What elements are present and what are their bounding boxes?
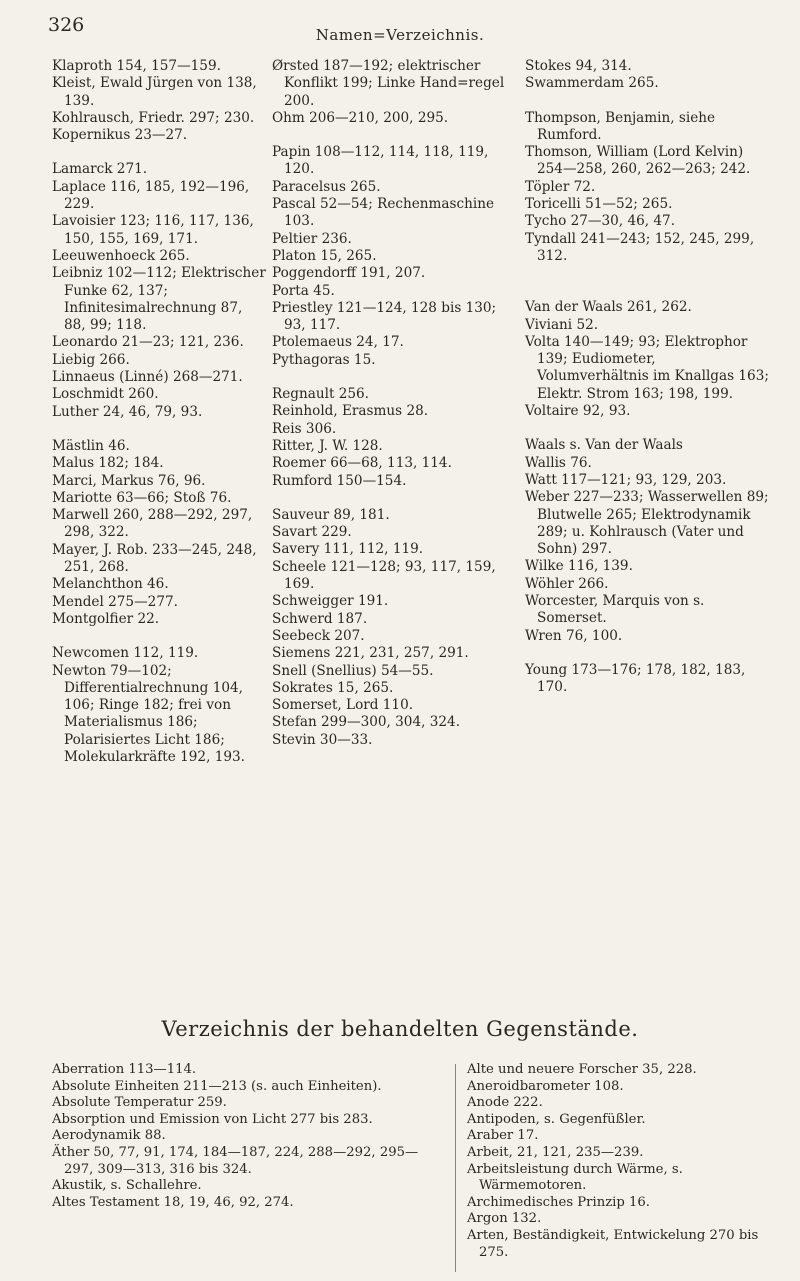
- group-gap: [525, 282, 770, 299]
- index-entry: Alte und neuere Forscher 35, 228.: [467, 1062, 697, 1077]
- names-column-2: [272, 58, 518, 749]
- index-entry: Äther 50, 77, 91, 174, 184—187, 224, 288—292, 295—297, 309—313, 316 bis 324.: [52, 1144, 419, 1177]
- index-entry: Ørsted 187—192; elektrischer Konflikt 199; Linke Hand=regel 200.: [272, 58, 505, 109]
- index-entry: Mendel 275—277.: [52, 593, 178, 610]
- group-gap: [272, 127, 518, 144]
- index-entry: Volta 140—149; 93; Elektrophor 139; Eudiometer, Volumverhältnis im Knallgas 163; Elektr. Strom 163; 198, 199.: [525, 333, 769, 402]
- index-entry: Arten, Beständigkeit, Entwickelung 270 bis 275.: [467, 1227, 759, 1260]
- index-entry: Regnault 256.: [272, 386, 369, 403]
- index-entry: Malus 182; 184.: [52, 455, 164, 472]
- index-entry: Pythagoras 15.: [272, 351, 376, 368]
- index-entry: Weber 227—233; Wasserwellen 89; Blutwelle 265; Elektrodynamik 289; u. Kohlrausch (Vater und Sohn) 297.: [525, 489, 769, 558]
- index-entry: Akustik, s. Schallehre.: [52, 1178, 202, 1194]
- index-entry: Luther 24, 46, 79, 93.: [52, 403, 203, 420]
- index-entry: Altes Testament 18, 19, 46, 92, 274.: [52, 1194, 294, 1210]
- index-entry: Wallis 76.: [525, 454, 592, 471]
- index-entry: Archimedisches Prinzip 16.: [467, 1194, 650, 1210]
- index-entry: Linnaeus (Linné) 268—271.: [52, 369, 243, 386]
- index-entry: Porta 45.: [272, 282, 335, 299]
- index-entry: Roemer 66—68, 113, 114.: [272, 455, 452, 472]
- index-entry: Priestley 121—124, 128 bis 130; 93, 117.: [272, 299, 497, 334]
- page-number: 326: [48, 14, 85, 36]
- index-entry: Savart 229.: [272, 524, 352, 541]
- index-entry: Swammerdam 265.: [525, 75, 659, 92]
- index-entry: Montgolfier 22.: [52, 610, 160, 627]
- index-entry: Toricelli 51—52; 265.: [525, 196, 673, 213]
- index-entry: Sauveur 89, 181.: [272, 506, 390, 523]
- index-entry: Poggendorff 191, 207.: [272, 265, 426, 282]
- index-entry: Antipoden, s. Gegenfüßler.: [467, 1111, 646, 1127]
- index-entry: Snell (Snellius) 54—55.: [272, 662, 434, 679]
- index-entry: Leibniz 102—112; Elektrischer Funke 62, 137; Infinitesimalrechnung 87, 88, 99; 118.: [52, 265, 266, 334]
- index-entry: Klaproth 154, 157—159.: [52, 58, 221, 74]
- index-entry: Mariotte 63—66; Stoß 76.: [52, 489, 232, 506]
- index-entry: Marwell 260, 288—292, 297, 298, 322.: [52, 507, 253, 541]
- index-entry: Viviani 52.: [525, 316, 599, 333]
- index-entry: Somerset, Lord 110.: [272, 697, 414, 714]
- index-entry: Loschmidt 260.: [52, 386, 159, 403]
- index-entry: Reinhold, Erasmus 28.: [272, 403, 429, 420]
- index-entry: Worcester, Marquis von s. Somerset.: [525, 593, 705, 627]
- index-entry: Lamarck 271.: [52, 161, 148, 178]
- index-entry: Stevin 30—33.: [272, 731, 373, 748]
- index-entry: Argon 132.: [467, 1211, 542, 1227]
- group-gap: [52, 628, 267, 645]
- index-entry: Siemens 221, 231, 257, 291.: [272, 645, 469, 662]
- index-entry: Sokrates 15, 265.: [272, 679, 394, 696]
- index-entry: Young 173—176; 178, 182, 183, 170.: [525, 661, 746, 696]
- index-entry: Paracelsus 265.: [272, 178, 381, 195]
- subjects-column-1: [52, 1062, 442, 1211]
- index-entry: Absorption und Emission von Licht 277 bis 283.: [52, 1111, 373, 1127]
- column-separator: [455, 1064, 456, 1272]
- index-entry: Melanchthon 46.: [52, 576, 169, 593]
- group-gap: [52, 421, 267, 438]
- index-entry: Tyndall 241—243; 152, 245, 299, 312.: [525, 230, 755, 264]
- index-entry: Kopernikus 23—27.: [52, 127, 188, 144]
- index-entry: Peltier 236.: [272, 230, 352, 247]
- index-entry: Schweigger 191.: [272, 593, 389, 610]
- names-column-1: [52, 58, 267, 766]
- index-entry: Watt 117—121; 93, 129, 203.: [525, 471, 727, 488]
- running-head: Namen=Verzeichnis.: [315, 26, 485, 44]
- subjects-column-2: [467, 1062, 777, 1261]
- subject-index-title: Verzeichnis der behandelten Gegenstände.: [161, 1017, 639, 1041]
- index-entry: Ritter, J. W. 128.: [272, 437, 383, 454]
- index-entry: Leeuwenhoeck 265.: [52, 247, 190, 264]
- group-gap: [272, 490, 518, 507]
- index-entry: Stokes 94, 314.: [525, 58, 632, 74]
- group-gap: [525, 645, 770, 662]
- index-entry: Liebig 266.: [52, 351, 130, 368]
- index-entry: Thompson, Benjamin, siehe Rumford.: [525, 109, 716, 143]
- index-entry: Stefan 299—300, 304, 324.: [272, 714, 461, 731]
- index-entry: Aneroidbarometer 108.: [467, 1078, 624, 1094]
- index-entry: Platon 15, 265.: [272, 247, 377, 264]
- index-entry: Ohm 206—210, 200, 295.: [272, 109, 449, 126]
- index-entry: Töpler 72.: [525, 178, 596, 195]
- index-entry: Mästlin 46.: [52, 437, 130, 454]
- index-entry: Laplace 116, 185, 192—196, 229.: [52, 178, 250, 213]
- index-entry: Mayer, J. Rob. 233—245, 248, 251, 268.: [52, 541, 257, 576]
- index-entry: Papin 108—112, 114, 118, 119, 120.: [272, 144, 489, 178]
- index-entry: Leonardo 21—23; 121, 236.: [52, 334, 244, 351]
- group-gap: [272, 369, 518, 386]
- group-gap: [525, 420, 770, 437]
- names-column-3: [525, 58, 770, 697]
- index-entry: Aberration 113—114.: [52, 1062, 197, 1077]
- index-entry: Kohlrausch, Friedr. 297; 230.: [52, 109, 255, 126]
- index-entry: Voltaire 92, 93.: [525, 403, 631, 420]
- group-gap: [525, 93, 770, 110]
- index-entry: Arbeit, 21, 121, 235—239.: [467, 1144, 644, 1160]
- index-entry: Van der Waals 261, 262.: [525, 299, 692, 316]
- index-entry: Kleist, Ewald Jürgen von 138, 139.: [52, 75, 257, 109]
- index-entry: Pascal 52—54; Rechenmaschine 103.: [272, 196, 495, 230]
- index-entry: Arbeitsleistung durch Wärme, s. Wärmemotoren.: [467, 1161, 683, 1194]
- index-entry: Anode 222.: [467, 1095, 543, 1111]
- index-entry: Absolute Einheiten 211—213 (s. auch Einheiten).: [52, 1078, 382, 1094]
- index-entry: Ptolemaeus 24, 17.: [272, 334, 404, 351]
- index-entry: Newcomen 112, 119.: [52, 645, 199, 662]
- index-entry: Waals s. Van der Waals: [525, 437, 683, 454]
- index-entry: Savery 111, 112, 119.: [272, 541, 424, 558]
- index-entry: Seebeck 207.: [272, 627, 365, 644]
- index-entry: Thomson, William (Lord Kelvin) 254—258, 260, 262—263; 242.: [525, 144, 751, 178]
- index-entry: Araber 17.: [467, 1128, 539, 1144]
- index-entry: Reis 306.: [272, 420, 337, 437]
- index-entry: Wilke 116, 139.: [525, 558, 633, 575]
- index-entry: Newton 79—102; Differentialrechnung 104, 106; Ringe 182; frei von Materialismus 186; Polarisiertes Licht 186; Molekularkräfte 192, 193.: [52, 662, 245, 765]
- group-gap: [525, 265, 770, 282]
- index-entry: Wöhler 266.: [525, 575, 609, 592]
- group-gap: [52, 144, 267, 161]
- index-entry: Aerodynamik 88.: [52, 1128, 166, 1144]
- index-entry: Wren 76, 100.: [525, 627, 623, 644]
- index-entry: Scheele 121—128; 93, 117, 159, 169.: [272, 558, 496, 593]
- index-entry: Absolute Temperatur 259.: [52, 1095, 227, 1111]
- index-entry: Rumford 150—154.: [272, 472, 407, 489]
- index-entry: Marci, Markus 76, 96.: [52, 472, 206, 489]
- index-entry: Lavoisier 123; 116, 117, 136, 150, 155, 169, 171.: [52, 213, 254, 247]
- index-entry: Tycho 27—30, 46, 47.: [525, 213, 676, 230]
- index-entry: Schwerd 187.: [272, 610, 368, 627]
